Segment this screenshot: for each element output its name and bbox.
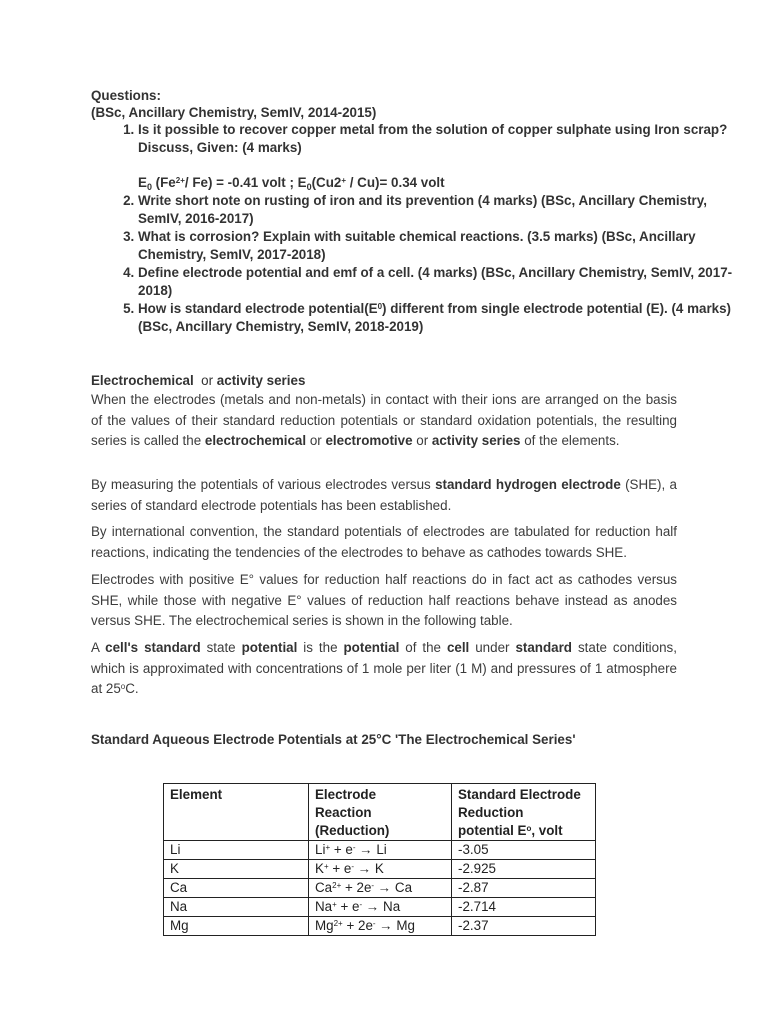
table-title: Standard Aqueous Electrode Potentials at 25°C 'The Electrochemical Series'	[91, 732, 576, 747]
table-row	[164, 860, 596, 879]
header-element: Element	[164, 784, 309, 841]
paragraph-electrodes: Electrodes with positive E° values for reduction half reactions do in fact act as cathodes versus SHE, while those with negative E° values of reduction half reactions behave instead as anodes versus SHE. The electrochemical series is shown in the following table.	[91, 572, 677, 628]
question-item-2: 2. Write short note on rusting of iron and its prevention (4 marks) (BSc, Ancillary Chemistry, SemIV, 2016-2017)	[138, 192, 738, 228]
header-reaction: Electrode Reaction (Reduction)	[309, 784, 452, 841]
cell-element: Na	[164, 898, 309, 917]
cell-element: Ca	[164, 879, 309, 898]
table-header-row	[164, 784, 596, 841]
table-row	[164, 898, 596, 917]
cell-reaction: K+ + e- → K	[309, 860, 452, 879]
cell-potential: -2.925	[452, 860, 596, 879]
header-potential: Standard Electrode Reduction potential $E^o$, volt	[452, 784, 596, 841]
questions-list	[91, 121, 738, 336]
cell-element: Mg	[164, 917, 309, 936]
given-formula: $E_0$ ($Fe^{2+}/$ Fe) = -0.41 volt ; $E_0(Cu2^+ / Cu)= 0.34$ volt	[138, 175, 445, 192]
electrochemical-series-table	[163, 783, 596, 936]
question-item-1	[138, 121, 738, 192]
question-1-text: Is it possible to recover copper metal from the solution of copper sulphate using Iron scrap? Discuss, Given: (4 marks)	[138, 122, 728, 155]
question-item-3: 3. What is corrosion? Explain with suitable chemical reactions. (3.5 marks) (BSc, Ancillary Chemistry, SemIV, 2017-2018)	[138, 228, 738, 264]
cell-reaction: Na+ + e- → Na	[309, 898, 452, 917]
cell-potential: -2.87	[452, 879, 596, 898]
series-heading: Electrochemical or activity series	[91, 373, 306, 388]
questions-source: (BSc, Ancillary Chemistry, SemIV, 2014-2015)	[91, 105, 377, 120]
questions-title: Questions:	[91, 88, 161, 103]
cell-potential: -3.05	[452, 841, 596, 860]
cell-reaction: Li+ + e- → Li	[309, 841, 452, 860]
paragraph-cell-potential: A cell's standard state potential is the potential of the cell under standard state conditions, which is approximated with concentrations of 1 mole per liter (1 M) and pressures of 1 atmosphere at 25$^o$C.	[91, 640, 677, 696]
cell-element: K	[164, 860, 309, 879]
question-item-4: 4. Define electrode potential and emf of a cell. (4 marks) (BSc, Ancillary Chemistry, SemIV, 2017-2018)	[138, 264, 738, 300]
paragraph-she: By measuring the potentials of various electrodes versus standard hydrogen electrode (SHE), a series of standard electrode potentials has been established.	[91, 477, 677, 513]
cell-potential: -2.37	[452, 917, 596, 936]
question-item-5: 5. How is standard electrode $potential(E^0)$ different from single electrode potential (E). (4 marks) (BSc, Ancillary Chemistry, SemIV, 2018-2019)	[138, 300, 738, 336]
cell-reaction: $Ca^{2+} + 2e^- \to Ca$	[309, 879, 452, 898]
table-row	[164, 917, 596, 936]
cell-reaction: $Mg^{2+} + 2e^- \to Mg$	[309, 917, 452, 936]
paragraph-definition: When the electrodes (metals and non-metals) in contact with their ions are arranged on the basis of the values of their standard reduction potentials or standard oxidation potentials, the resulting series is called the electrochemical or electromotive or activity series of the elements.	[91, 392, 677, 448]
paragraph-convention: By international convention, the standard potentials of electrodes are tabulated for reduction half reactions, indicating the tendencies of the electrodes to behave as cathodes towards SHE.	[91, 524, 677, 560]
table-row	[164, 841, 596, 860]
cell-element: Li	[164, 841, 309, 860]
cell-potential: -2.714	[452, 898, 596, 917]
table-row	[164, 879, 596, 898]
